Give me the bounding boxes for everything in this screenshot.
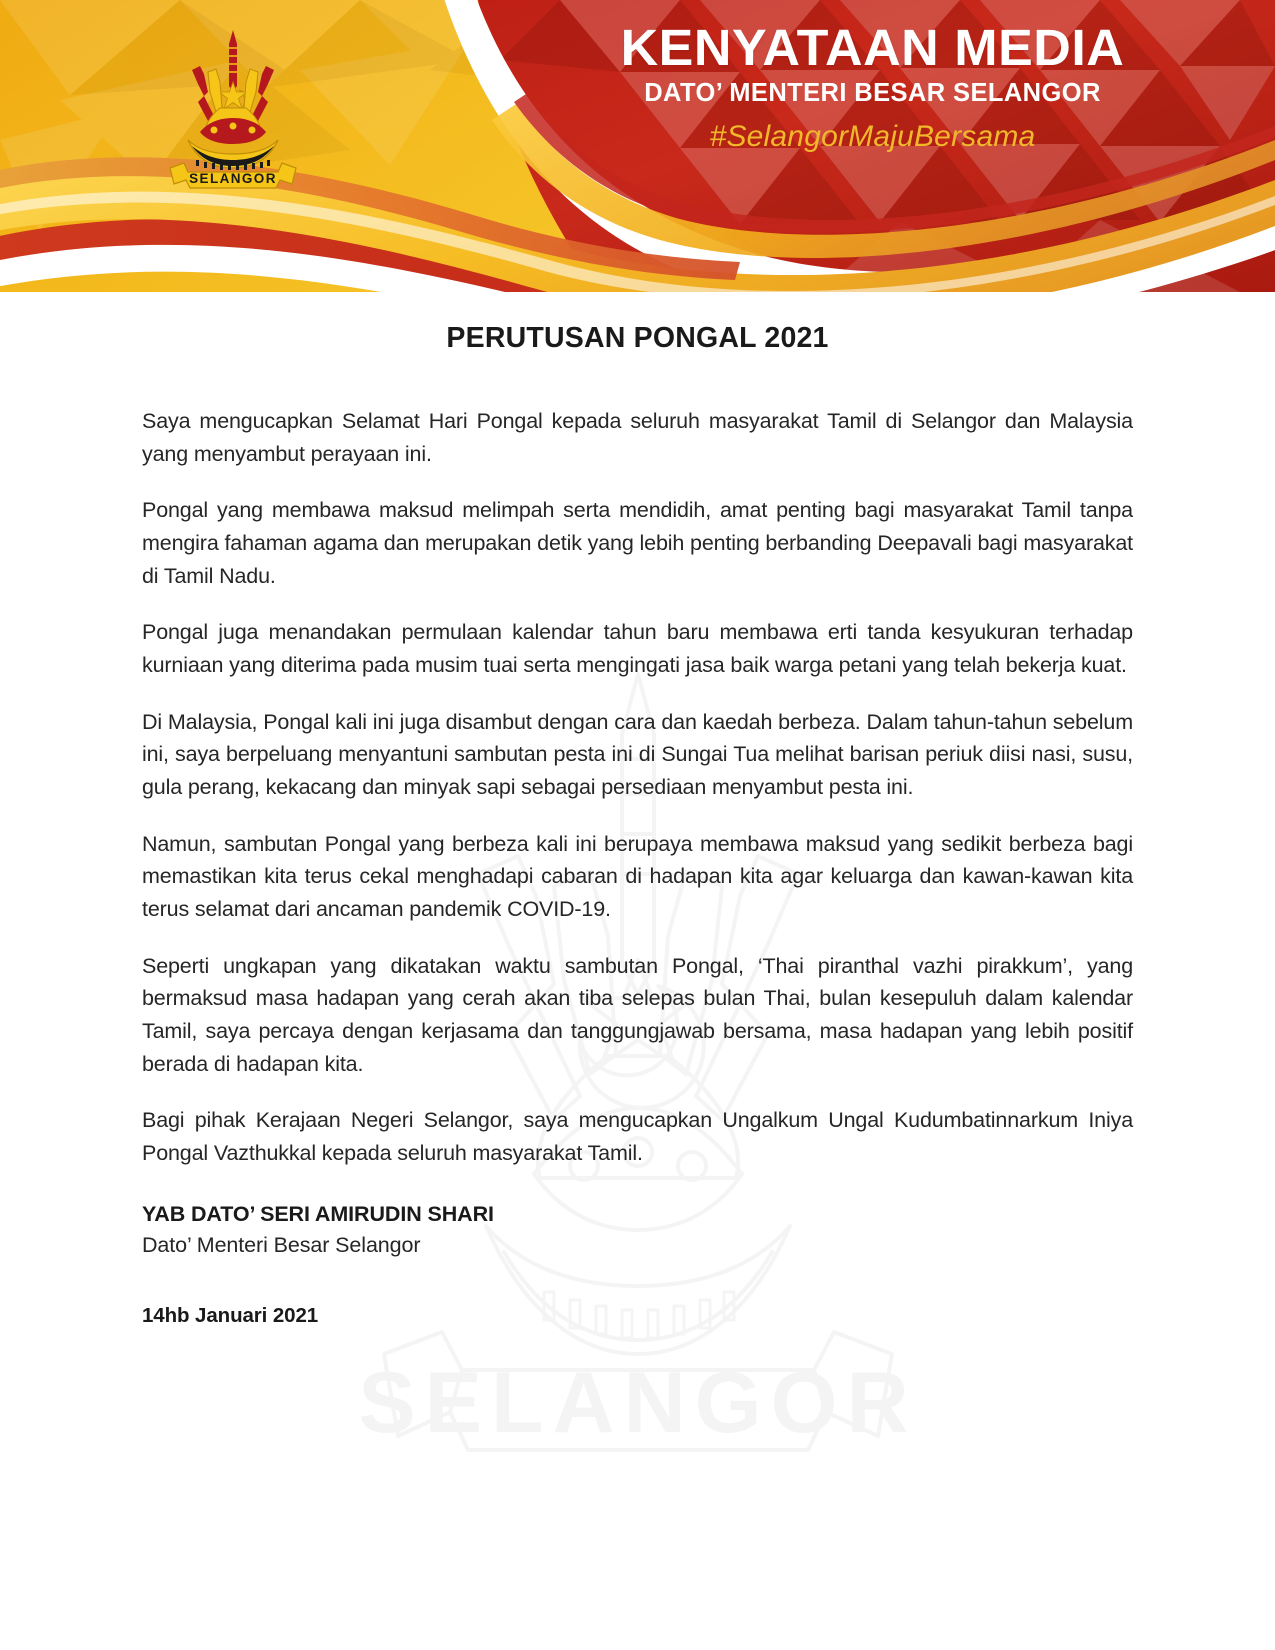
paragraph-1: Saya mengucapkan Selamat Hari Pongal kepada seluruh masyarakat Tamil di Selangor dan Malaysia yang menyambut perayaan ini. [142, 409, 1133, 466]
banner-title: KENYATAAN MEDIA [620, 19, 1125, 76]
document-sheet [0, 292, 1275, 1650]
paragraph-6: Seperti ungkapan yang dikatakan waktu sambutan Pongal, ‘Thai piranthal vazhi pirakkum’, yang bermaksud masa hadapan yang cerah akan tiba selepas bulan Thai, bulan kesepuluh dalam kalendar Tamil, saya percaya dengan kerjasama dan tanggungjawab bersama, masa hadapan yang lebih positif berada di hadapan kita. [142, 953, 1133, 1076]
paragraph-5: Namun, sambutan Pongal yang berbeza kali ini berupaya membawa maksud yang sedikit berbeza bagi memastikan kita terus cekal menghadapi cabaran di hadapan kita agar keluarga dan kawan-kawan kita terus selamat dari ancaman pandemik COVID-19. [142, 831, 1133, 922]
watermark-label: SELANGOR [357, 1355, 918, 1451]
paragraph-3: Pongal juga menandakan permulaan kalendar tahun baru membawa erti tanda kesyukuran terhadap kurniaan yang diterima pada musim tuai serta mengingati jasa baik warga petani yang telah bekerja kuat. [142, 620, 1133, 678]
banner-hashtag: #SelangorMajuBersama [709, 120, 1036, 154]
paragraph-2: Pongal yang membawa maksud melimpah serta mendidih, amat penting bagi masyarakat Tamil tanpa mengira fahaman agama dan merupakan detik yang lebih penting berbanding Deepavali bagi masyarakat di Tamil Nadu. [142, 498, 1133, 588]
page-title: PERUTUSAN PONGAL 2021 [446, 322, 829, 354]
statement-date: 14hb Januari 2021 [142, 1303, 319, 1327]
signatory-role: Dato’ Menteri Besar Selangor [142, 1232, 421, 1257]
paragraph-7: Bagi pihak Kerajaan Negeri Selangor, saya mengucapkan Ungalkum Ungal Kudumbatinnarkum Iniya Pongal Vazthukkal kepada seluruh masyarakat Tamil. [142, 1108, 1133, 1166]
signatory-name: YAB DATO’ SERI AMIRUDIN SHARI [142, 1201, 494, 1226]
banner-subtitle: DATO’ MENTERI BESAR SELANGOR [644, 79, 1101, 108]
document-content [0, 292, 1275, 1328]
selangor-crest-logo [148, 22, 318, 194]
header-banner [0, 0, 1275, 292]
signature-block [142, 1202, 1133, 1328]
paragraph-4: Di Malaysia, Pongal kali ini juga disambut dengan cara dan kaedah berbeza. Dalam tahun-tahun sebelum ini, saya berpeluang menyantuni sambutan pesta ini di Sungai Tua melihat barisan periuk diisi nasi, susu, gula perang, kekacang dan minyak sapi sebagai persediaan menyambut pesta ini. [142, 709, 1133, 800]
svg-text:SELANGOR: SELANGOR [189, 171, 277, 186]
